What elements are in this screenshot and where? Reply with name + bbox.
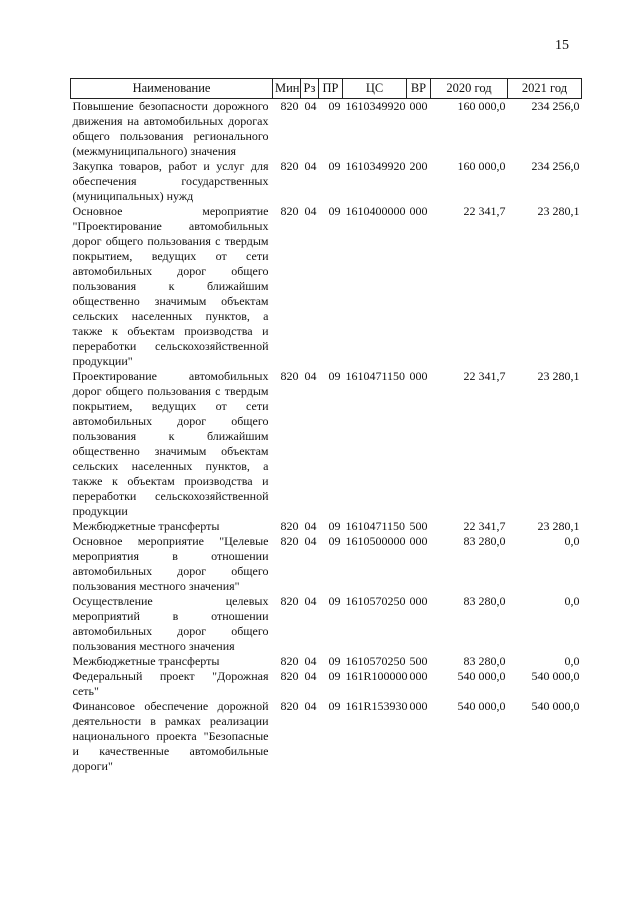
row-vr: 000: [409, 669, 428, 683]
row-2021: 0,0: [564, 594, 580, 608]
row-2020: 160 000,0: [457, 99, 506, 113]
table-row: [71, 369, 582, 519]
row-min: 820: [280, 594, 299, 608]
row-2020: 22 341,7: [463, 369, 506, 383]
row-2020: 22 341,7: [463, 519, 506, 533]
row-vr: 000: [409, 99, 428, 113]
row-rz: 04: [304, 159, 317, 173]
row-cs: 1610349920: [345, 159, 406, 173]
table-row: [71, 699, 582, 774]
row-pr: 09: [328, 159, 341, 173]
row-name: Федеральный проект "Дорожная сеть": [72, 669, 269, 698]
row-cs: 1610349920: [345, 99, 406, 113]
header-name: Наименование: [71, 79, 273, 99]
table-row: [71, 519, 582, 534]
row-cs: 1610570250: [345, 594, 406, 608]
row-vr: 000: [409, 534, 428, 548]
row-cs: 1610471150: [345, 369, 406, 383]
row-pr: 09: [328, 519, 341, 533]
row-name: Проектирование автомобильных дорог общего пользования с твердым покрытием, ведущих от сети автомобильных дорог общего пользования к ближайшим общественно значимым объектам сельских населенных пунктов, а также к объектам производства и переработки сельскохозяйственной продукции: [72, 369, 269, 518]
row-pr: 09: [328, 699, 341, 713]
row-2021: 234 256,0: [531, 99, 580, 113]
row-rz: 04: [304, 99, 317, 113]
row-2021: 23 280,1: [537, 369, 580, 383]
row-cs: 161R153930: [345, 699, 408, 713]
row-name: Осуществление целевых мероприятий в отношении автомобильных дорог общего пользования местного значения: [72, 594, 269, 653]
table-row: [71, 654, 582, 669]
row-pr: 09: [328, 654, 341, 668]
row-2021: 23 280,1: [537, 519, 580, 533]
row-vr: 500: [409, 519, 428, 533]
budget-table: [70, 78, 582, 774]
row-2021: 540 000,0: [531, 699, 580, 713]
row-vr: 500: [409, 654, 428, 668]
row-cs: 1610570250: [345, 654, 406, 668]
header-rz: Рз: [301, 79, 319, 99]
row-2020: 22 341,7: [463, 204, 506, 218]
row-pr: 09: [328, 594, 341, 608]
row-name: Межбюджетные трансферты: [72, 654, 220, 668]
row-rz: 04: [304, 519, 317, 533]
page-number: 15: [555, 38, 569, 53]
row-min: 820: [280, 204, 299, 218]
row-rz: 04: [304, 669, 317, 683]
row-2021: 540 000,0: [531, 669, 580, 683]
row-min: 820: [280, 669, 299, 683]
row-rz: 04: [304, 699, 317, 713]
row-name: Межбюджетные трансферты: [72, 519, 220, 533]
row-2021: 23 280,1: [537, 204, 580, 218]
row-2020: 540 000,0: [457, 669, 506, 683]
row-2021: 0,0: [564, 534, 580, 548]
row-vr: 200: [409, 159, 428, 173]
row-pr: 09: [328, 534, 341, 548]
row-pr: 09: [328, 99, 341, 113]
row-name: Закупка товаров, работ и услуг для обеспечения государственных (муниципальных) нужд: [72, 159, 269, 203]
row-2020: 540 000,0: [457, 699, 506, 713]
row-min: 820: [280, 654, 299, 668]
row-rz: 04: [304, 534, 317, 548]
row-min: 820: [280, 519, 299, 533]
row-name: Основное мероприятие "Проектирование автомобильных дорог общего пользования с твердым покрытием, ведущих от сети автомобильных дорог общего пользования к ближайшим общественно значимым объектам сельских населенных пунктов, а также к объектам производства и переработки сельскохозяйственной продукции": [72, 204, 269, 368]
header-min: Мин: [273, 79, 301, 99]
table-row: [71, 534, 582, 594]
row-pr: 09: [328, 669, 341, 683]
header-2021: 2021 год: [508, 79, 582, 99]
row-cs: 1610471150: [345, 519, 406, 533]
row-cs: 1610400000: [345, 204, 406, 218]
row-rz: 04: [304, 654, 317, 668]
row-rz: 04: [304, 594, 317, 608]
row-2020: 83 280,0: [463, 534, 506, 548]
row-pr: 09: [328, 204, 341, 218]
row-name: Основное мероприятие "Целевые мероприятия в отношении автомобильных дорог общего пользования местного значения": [72, 534, 269, 593]
row-name: Повышение безопасности дорожного движения на автомобильных дорогах общего пользования регионального (межмуниципального) значения: [72, 99, 269, 158]
header-2020: 2020 год: [431, 79, 508, 99]
table-row: [71, 159, 582, 204]
row-pr: 09: [328, 369, 341, 383]
row-2020: 83 280,0: [463, 594, 506, 608]
table-row: [71, 669, 582, 699]
table-header-row: [71, 79, 582, 99]
row-min: 820: [280, 99, 299, 113]
row-min: 820: [280, 699, 299, 713]
header-vr: ВР: [407, 79, 431, 99]
row-cs: 161R100000: [345, 669, 408, 683]
row-rz: 04: [304, 204, 317, 218]
row-vr: 000: [409, 594, 428, 608]
header-cs: ЦС: [343, 79, 407, 99]
row-2021: 0,0: [564, 654, 580, 668]
row-min: 820: [280, 534, 299, 548]
row-2020: 83 280,0: [463, 654, 506, 668]
row-min: 820: [280, 369, 299, 383]
row-name: Финансовое обеспечение дорожной деятельности в рамках реализации национального проекта "Безопасные и качественные автомобильные дороги": [72, 699, 269, 773]
table-row: [71, 99, 582, 160]
row-vr: 000: [409, 369, 428, 383]
row-vr: 000: [409, 204, 428, 218]
row-rz: 04: [304, 369, 317, 383]
row-2020: 160 000,0: [457, 159, 506, 173]
table-row: [71, 594, 582, 654]
header-pr: ПР: [319, 79, 343, 99]
row-min: 820: [280, 159, 299, 173]
row-cs: 1610500000: [345, 534, 406, 548]
row-2021: 234 256,0: [531, 159, 580, 173]
row-vr: 000: [409, 699, 428, 713]
table-row: [71, 204, 582, 369]
